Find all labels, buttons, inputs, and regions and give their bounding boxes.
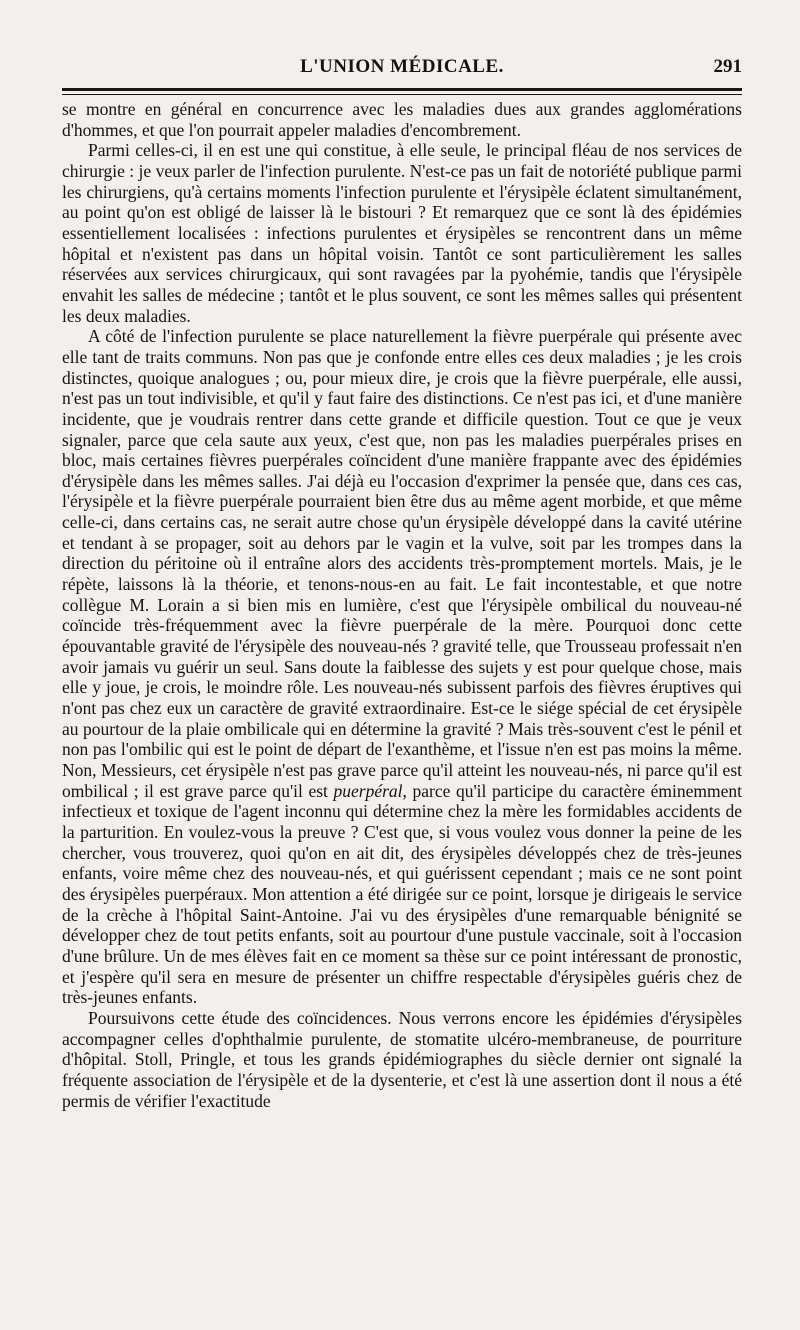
header-rule-thick [62, 88, 742, 91]
journal-page [62, 56, 742, 1111]
italic-emphasis: puerpéral [333, 780, 403, 801]
journal-title: L'UNION MÉDICALE. [300, 56, 504, 77]
article-body [62, 99, 742, 1111]
paragraph-fievre-puerperale: A côté de l'infection purulente se place naturellement la fièvre puerpérale qui présente avec elle tant de traits communs. Non pas que je confonde entre elles ces deux maladies ; je les crois distinctes, quoique analogues ; ou, pour mieux dire, je crois que la fièvre puerpérale, elle aussi, n'est pas un tout indivisible, et qu'il y faut faire des distinctions. Ce n'est pas ici, et d'une manière incidente, que je voudrais rentrer dans cette grande et difficile question. Tout ce que je veux signaler, parce que cela saute aux yeux, c'est que, non pas les maladies puerpérales prises en bloc, mais certaines fièvres puerpérales coïncident d'une manière frappante avec des épidémies d'érysipèle dans les mêmes salles. J'ai déjà eu l'occasion d'exprimer la pensée que, dans ces cas, l'érysipèle et la fièvre puerpérale pourraient bien être dus au même agent morbide, et que même celle-ci, dans certains cas, ne serait autre chose qu'un érysipèle développé dans la cavité utérine et tendant à se propager, soit au dehors par le vagin et la vulve, soit par les trompes dans la direction du péritoine où il entraîne alors des accidents très-promptement mortels. Mais, je le répète, laissons là la théorie, et tenons-nous-en au fait. Le fait incontestable, et que notre collègue M. Lorain a si bien mis en lumière, c'est que l'érysipèle ombilical du nouveau-né coïncide très-fréquemment avec la fièvre puerpérale de la mère. Pourquoi donc cette épouvantable gravité de l'érysipèle des nouveau-nés ? gravité telle, que Trousseau professait n'en avoir jamais vu guérir un seul. Sans doute la faiblesse des sujets y est pour quelque chose, mais elle y joue, je crois, le moindre rôle. Les nouveau-nés subissent parfois des fièvres éruptives qui n'ont pas chez eux un caractère de gravité extraordinaire. Est-ce le siége spécial de cet érysipèle au pourtour de la plaie ombilicale qui en détermine la gravité ? Mais très-souvent c'est le pénil et non pas l'ombilic qui est le point de départ de l'exanthème, et l'issue n'en est pas moins la même. Non, Messieurs, cet érysipèle n'est pas grave parce qu'il atteint les nouveau-nés, ni parce qu'il est ombilical ; il est grave parce qu'il est puerpéral, parce qu'il participe du caractère éminemment infectieux et toxique de l'agent inconnu qui détermine chez la mère les formidables accidents de la parturition. En voulez-vous la preuve ? C'est que, si vous voulez vous donner la peine de les chercher, vous trouverez, quoi qu'on en ait dit, des érysipèles développés chez de très-jeunes enfants, voire même chez des nouveau-nés, et qui guérissent cependant ; mais ce ne sont point des érysipèles puerpéraux. Mon attention a été dirigée sur ce point, lorsque je dirigeais le service de la crèche à l'hôpital Saint-Antoine. J'ai vu des érysipèles d'une remarquable bénignité se développer chez de tout petits enfants, soit au pourtour d'une pustule vaccinale, soit à l'occasion d'une brûlure. Un de mes élèves fait en ce moment sa thèse sur ce point intéressant de pronostic, et j'espère qu'il sera en mesure de présenter un chiffre respectable d'érysipèles guéris chez de très-jeunes enfants. [62, 326, 742, 1008]
page-number: 291 [713, 56, 742, 77]
header-rule-thin [62, 94, 742, 95]
paragraph-continuation: se montre en général en concurrence avec les maladies dues aux grandes agglomérations d'hommes, et que l'on pourrait appeler maladies d'encombrement. [62, 99, 742, 140]
paragraph-coincidences: Poursuivons cette étude des coïncidences. Nous verrons encore les épidémies d'érysipèles accompagner celles d'ophthalmie purulente, de stomatite ulcéro-membraneuse, de pourriture d'hôpital. Stoll, Pringle, et tous les grands épidémiographes du siècle dernier ont signalé la fréquente association de l'érysipèle et de la dysenterie, et c'est là une assertion dont il nous a été permis de vérifier l'exactitude [62, 1007, 742, 1111]
running-header [62, 56, 742, 86]
paragraph-infection-purulente: Parmi celles-ci, il en est une qui constitue, à elle seule, le principal fléau de nos services de chirurgie : je veux parler de l'infection purulente. N'est-ce pas un fait de notoriété publique parmi les chirurgiens, qu'à certains moments l'infection purulente et l'érysipèle éclatent simultanément, au point qu'on est obligé de laisser là le bistouri ? Et remarquez que ce sont là des épidémies essentiellement localisées : infections purulentes et érysipèles se rencontrent dans un même hôpital et n'existent pas dans un hôpital voisin. Tantôt ce sont particulièrement les salles réservées aux services chirurgicaux, qui sont ravagées par la pyohémie, tandis que l'érysipèle envahit les salles de médecine ; tantôt et le plus souvent, ce sont les mêmes salles qui présentent les deux maladies. [62, 140, 742, 326]
